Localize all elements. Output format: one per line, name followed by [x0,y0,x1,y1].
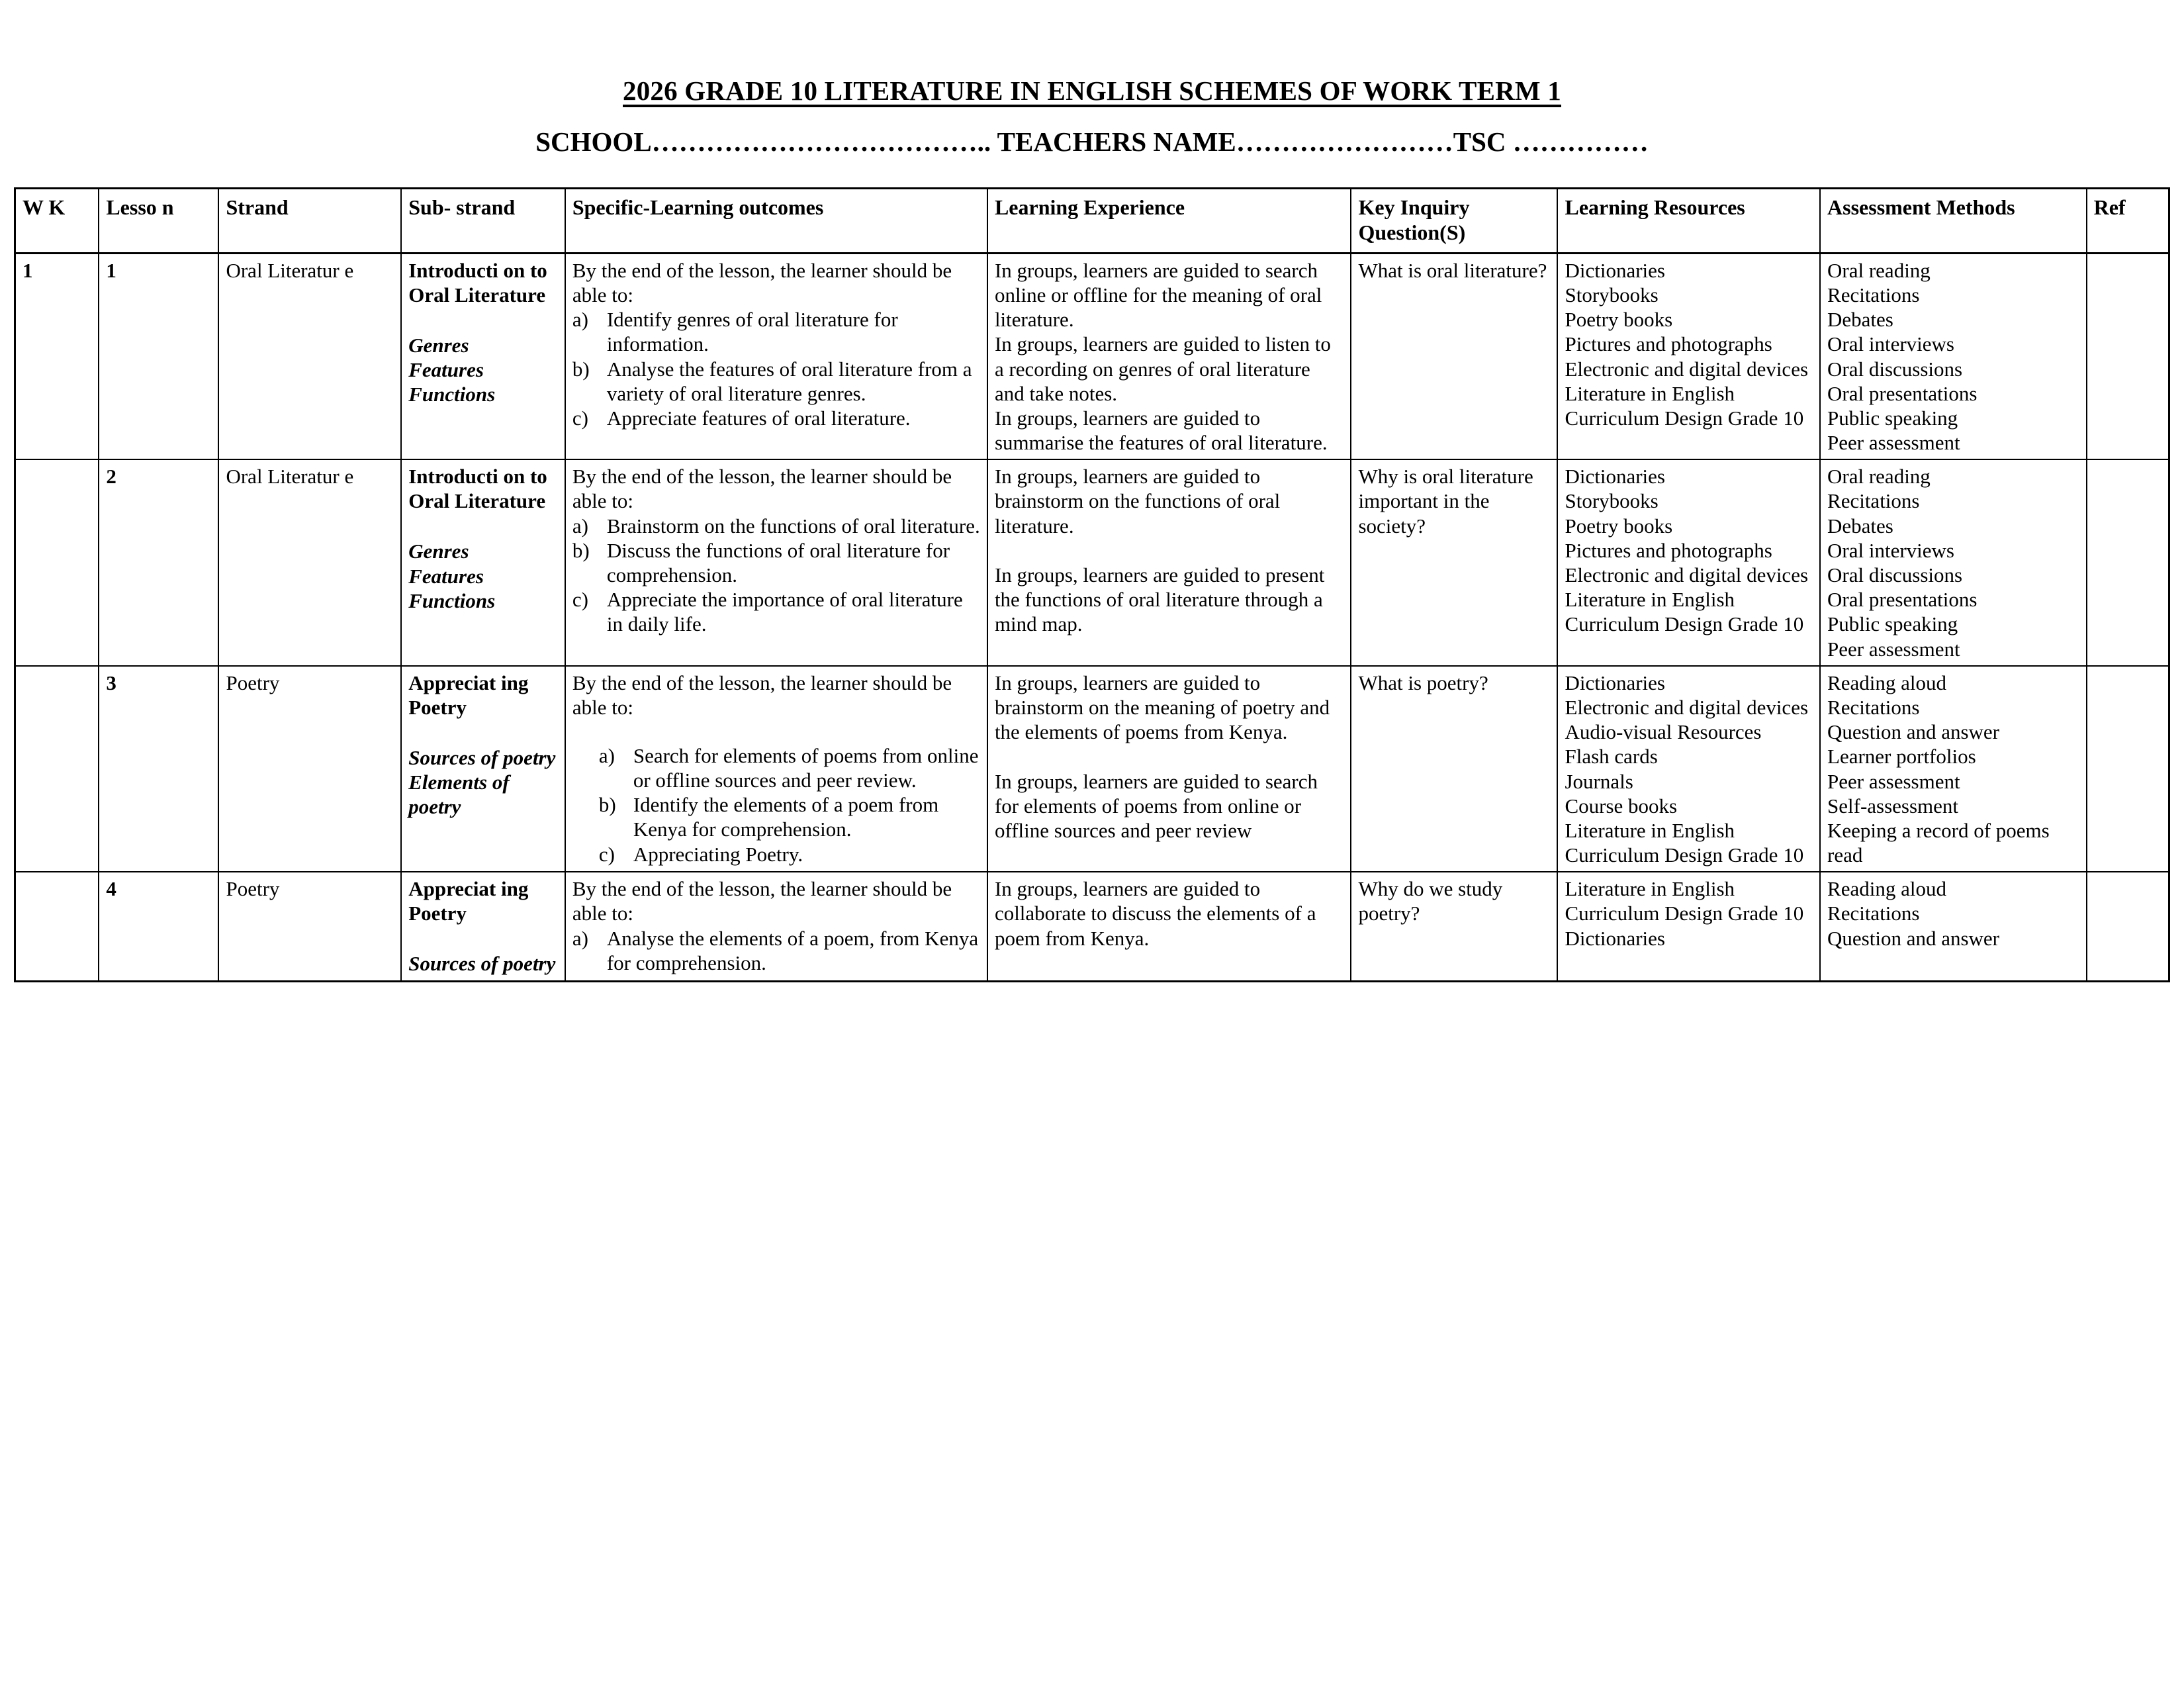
assessment-method-item: Oral presentations [1827,588,1978,612]
outcomes-list [572,926,981,975]
assessment-method-item: Peer assessment [1827,637,1960,661]
learning-resource-item: Journals [1565,769,1633,793]
cell-ref [2087,253,2169,459]
cell-ref [2087,872,2169,981]
outcome-item [599,842,981,867]
assessment-method-item: Keeping a record of poems read [1827,818,2050,867]
assessment-method-item: Reading aloud [1827,671,1946,694]
col-header-key-inquiry-questions: Key Inquiry Question(S) [1351,189,1557,254]
learning-resource-item: Dictionaries [1565,465,1665,489]
cell-specific-learning-outcomes [565,459,987,666]
assessment-method-item: Recitations [1827,489,1920,513]
substrand-item: Genres [408,333,469,357]
cell-learning-experience [987,666,1351,872]
cell-lesson: 4 [99,872,218,981]
cell-strand: Oral Literatur e [218,253,401,459]
col-header-learning-experience: Learning Experience [987,189,1351,254]
assessment-method-item: Recitations [1827,695,1920,719]
assessment-method-item: Oral reading [1827,258,1931,282]
outcomes-intro: By the end of the lesson, the learner should be able to: [572,465,952,513]
outcome-text: Discuss the functions of oral literature for comprehension. [606,538,950,587]
learning-resource-item: Electronic and digital devices [1565,695,1809,719]
outcome-item [572,926,981,975]
table-row [15,666,2169,872]
cell-lesson: 1 [99,253,218,459]
assessment-method-item: Peer assessment [1827,769,1960,793]
cell-specific-learning-outcomes [565,253,987,459]
learning-resource-item: Storybooks [1565,489,1659,513]
outcome-text: Brainstorm on the functions of oral literature. [606,514,980,538]
learning-experience-paragraph: In groups, learners are guided to present the functions of oral literature through a mind map. [994,563,1325,636]
assessment-method-item: Public speaking [1827,612,1958,636]
cell-learning-resources [1557,253,1820,459]
outcome-marker: c) [572,588,588,612]
cell-specific-learning-outcomes [565,872,987,981]
outcome-item [572,514,981,538]
table-body [15,253,2169,981]
assessment-method-item: Oral interviews [1827,538,1954,562]
outcome-item [572,587,981,636]
outcome-marker: a) [598,743,615,767]
outcomes-list [572,307,981,430]
table-row [15,253,2169,459]
learning-resource-item: Literature in English Curriculum Design Grade 10 [1565,381,1804,430]
col-header-substrand: Sub- strand [401,189,565,254]
outcome-marker: b) [572,357,590,381]
page-title [0,0,2184,105]
substrand-item: Functions [408,383,496,406]
learning-experience-paragraph: In groups, learners are guided to collaborate to discuss the elements of a poem from Kenya. [994,877,1316,950]
assessment-method-item: Reading aloud [1827,877,1946,901]
outcomes-intro: By the end of the lesson, the learner should be able to: [572,877,952,925]
learning-experience-paragraph: In groups, learners are guided to search for elements of poems from online or offline sources and peer review [994,769,1318,842]
col-header-assessment-methods: Assessment Methods [1820,189,2087,254]
learning-resource-item: Pictures and photographs [1565,332,1772,356]
substrand-title: Introducti on to Oral Literature [408,465,547,513]
assessment-method-item: Oral interviews [1827,332,1954,356]
cell-key-inquiry-question: Why is oral literature important in the society? [1351,459,1557,666]
learning-resource-item: Course books [1565,794,1678,818]
learning-resource-item: Storybooks [1565,283,1659,306]
cell-week: 1 [15,253,99,459]
outcome-marker: b) [572,538,590,562]
outcome-marker: c) [598,842,615,866]
learning-resource-item: Pictures and photographs [1565,538,1772,562]
cell-learning-experience [987,253,1351,459]
learning-experience-paragraph: In groups, learners are guided to search online or offline for the meaning of oral literature. [994,258,1322,332]
cell-assessment-methods [1820,253,2087,459]
learning-resource-item: Audio-visual Resources [1565,720,1762,744]
learning-experience-paragraph: In groups, learners are guided to brainstorm on the meaning of poetry and the elements of poems from Kenya. [994,671,1330,744]
substrand-item: Functions [408,588,496,612]
learning-resource-item: Dictionaries [1565,926,1665,950]
learning-resource-item: Literature in English Curriculum Design Grade 10 [1565,588,1804,636]
schemes-of-work-table [14,187,2170,982]
substrand-item: Elements of poetry [408,771,510,819]
substrand-item: Features [408,358,484,382]
substrand-item: Genres [408,539,469,563]
assessment-method-item: Recitations [1827,283,1920,306]
table-header-row [15,189,2169,254]
assessment-method-item: Peer assessment [1827,431,1960,455]
learning-resource-item: Dictionaries [1565,258,1665,282]
outcome-item [572,357,981,406]
cell-learning-resources [1557,666,1820,872]
outcomes-intro: By the end of the lesson, the learner should be able to: [572,671,952,719]
outcome-marker: a) [572,926,588,950]
outcome-marker: b) [598,793,616,817]
table-row [15,872,2169,981]
learning-resource-item: Flash cards [1565,745,1658,769]
col-header-strand: Strand [218,189,401,254]
cell-substrand [401,666,565,872]
assessment-method-item: Public speaking [1827,406,1958,430]
table-row [15,459,2169,666]
substrand-items [408,333,559,407]
cell-learning-resources [1557,872,1820,981]
cell-learning-resources [1557,459,1820,666]
col-header-lesson: Lesso n [99,189,218,254]
assessment-method-item: Oral presentations [1827,381,1978,405]
cell-week [15,872,99,981]
assessment-method-item: Question and answer [1827,926,2000,950]
outcome-item [572,538,981,587]
cell-strand: Poetry [218,666,401,872]
assessment-method-item: Oral reading [1827,465,1931,489]
cell-week [15,666,99,872]
cell-assessment-methods [1820,459,2087,666]
outcome-marker: c) [572,406,588,430]
page-title-text: 2026 GRADE 10 LITERATURE IN ENGLISH SCHEMES OF WORK TERM 1 [623,75,1561,106]
substrand-title: Appreciat ing Poetry [408,671,529,719]
cell-specific-learning-outcomes [565,666,987,872]
learning-resource-item: Poetry books [1565,308,1673,332]
substrand-title: Appreciat ing Poetry [408,877,529,925]
learning-resource-item: Poetry books [1565,514,1673,538]
cell-strand: Poetry [218,872,401,981]
learning-resource-item: Literature in English Curriculum Design Grade 10 [1565,877,1804,925]
learning-experience-paragraph: In groups, learners are guided to listen to a recording on genres of oral literature and take notes. [994,332,1331,405]
outcome-text: Identify genres of oral literature for information. [606,308,898,356]
cell-ref [2087,459,2169,666]
cell-substrand [401,253,565,459]
col-header-ref: Ref [2087,189,2169,254]
cell-key-inquiry-question: What is oral literature? [1351,253,1557,459]
cell-key-inquiry-question: What is poetry? [1351,666,1557,872]
substrand-title: Introducti on to Oral Literature [408,258,547,306]
cell-key-inquiry-question: Why do we study poetry? [1351,872,1557,981]
outcomes-list [572,514,981,637]
cell-ref [2087,666,2169,872]
substrand-item: Features [408,564,484,588]
outcome-item [572,406,981,430]
outcome-text: Search for elements of poems from online or offline sources and peer review. [633,743,979,792]
substrand-items [408,539,559,613]
outcome-item [599,743,981,792]
outcome-item [599,792,981,841]
cell-assessment-methods [1820,872,2087,981]
outcome-text: Appreciating Poetry. [633,842,803,866]
assessment-method-item: Oral discussions [1827,563,1963,587]
substrand-items [408,745,559,820]
cell-lesson: 2 [99,459,218,666]
outcome-text: Appreciate the importance of oral literature in daily life. [606,588,963,636]
assessment-method-item: Recitations [1827,902,1920,925]
cell-learning-experience [987,459,1351,666]
assessment-method-item: Question and answer [1827,720,2000,744]
outcome-marker: a) [572,514,588,538]
cell-week [15,459,99,666]
outcome-text: Appreciate features of oral literature. [606,406,911,430]
cell-assessment-methods [1820,666,2087,872]
outcome-text: Analyse the features of oral literature from a variety of oral literature genres. [606,357,972,405]
col-header-learning-resources: Learning Resources [1557,189,1820,254]
col-header-wk: W K [15,189,99,254]
col-header-specific-learning-outcomes: Specific-Learning outcomes [565,189,987,254]
assessment-method-item: Debates [1827,308,1893,332]
assessment-method-item: Learner portfolios [1827,745,1976,769]
substrand-item: Sources of poetry [408,745,556,769]
substrand-items [408,951,559,976]
outcome-text: Identify the elements of a poem from Kenya for comprehension. [633,793,939,841]
cell-lesson: 3 [99,666,218,872]
cell-substrand [401,459,565,666]
substrand-item: Sources of poetry [408,952,556,976]
learning-experience-paragraph: In groups, learners are guided to summarise the features of oral literature. [994,406,1328,455]
outcome-marker: a) [572,308,588,332]
learning-experience-paragraph: In groups, learners are guided to brainstorm on the functions of oral literature. [994,465,1281,538]
assessment-method-item: Debates [1827,514,1893,538]
cell-learning-experience [987,872,1351,981]
learning-resource-item: Dictionaries [1565,671,1665,694]
learning-resource-item: Literature in English Curriculum Design Grade 10 [1565,818,1804,867]
assessment-method-item: Self-assessment [1827,794,1959,818]
outcomes-list [572,743,981,867]
cell-substrand [401,872,565,981]
outcomes-intro: By the end of the lesson, the learner should be able to: [572,258,952,306]
assessment-method-item: Oral discussions [1827,357,1963,381]
outcome-text: Analyse the elements of a poem, from Kenya for comprehension. [606,926,979,974]
outcome-item [572,307,981,356]
cell-strand: Oral Literatur e [218,459,401,666]
learning-resource-item: Electronic and digital devices [1565,563,1809,587]
school-teacher-line: SCHOOL……………………………….. TEACHERS NAME……………………TSC …………… [535,126,1649,157]
learning-resource-item: Electronic and digital devices [1565,357,1809,381]
